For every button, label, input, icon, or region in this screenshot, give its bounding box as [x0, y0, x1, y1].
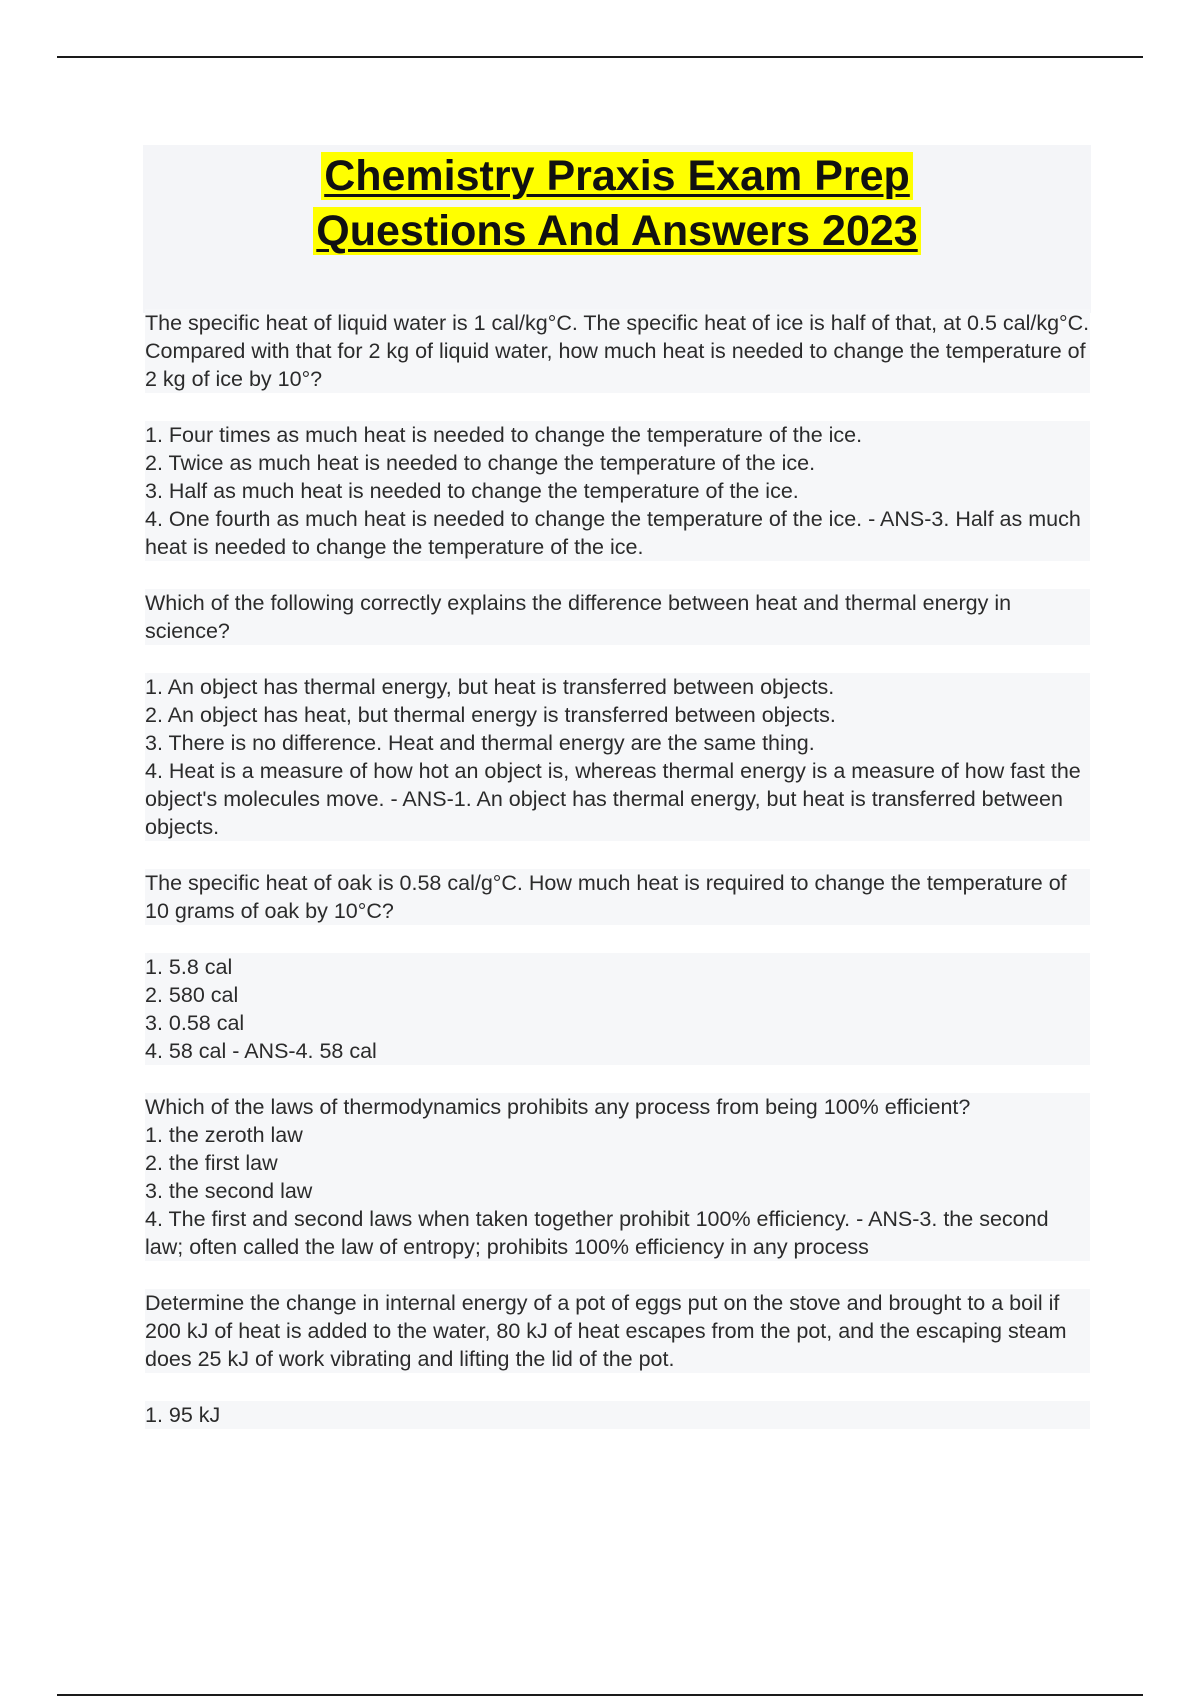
answer-option: 2. the first law — [145, 1149, 1090, 1177]
question-block — [145, 589, 1090, 841]
question-text: The specific heat of oak is 0.58 cal/g°C. How much heat is required to change the temperature of 10 grams of oak by 10°C? — [145, 869, 1090, 925]
title-line-2: Questions And Answers 2023 — [313, 207, 920, 255]
answer-option: 3. There is no difference. Heat and thermal energy are the same thing. — [145, 729, 1090, 757]
title-band — [143, 145, 1091, 313]
question-text: Determine the change in internal energy of a pot of eggs put on the stove and brought to a boil if 200 kJ of heat is added to the water, 80 kJ of heat escapes from the pot, and the escaping steam does 25 kJ of work vibrating and lifting the lid of the pot. — [145, 1289, 1090, 1373]
answer-option: 1. An object has thermal energy, but heat is transferred between objects. — [145, 673, 1090, 701]
answer-option-with-answer: 4. 58 cal - ANS-4. 58 cal — [145, 1037, 1090, 1065]
question-text: Which of the laws of thermodynamics prohibits any process from being 100% efficient? — [145, 1093, 1090, 1121]
answer-option: 2. Twice as much heat is needed to change the temperature of the ice. — [145, 449, 1090, 477]
document-body — [145, 309, 1096, 1429]
answer-option-with-answer: 4. One fourth as much heat is needed to change the temperature of the ice. - ANS-3. Half as much heat is needed to change the temperature of the ice. — [145, 505, 1090, 561]
answer-option: 3. Half as much heat is needed to change the temperature of the ice. — [145, 477, 1090, 505]
top-rule — [57, 56, 1143, 58]
answer-option: 2. An object has heat, but thermal energy is transferred between objects. — [145, 701, 1090, 729]
answer-option: 1. Four times as much heat is needed to change the temperature of the ice. — [145, 421, 1090, 449]
question-block — [145, 309, 1096, 561]
bottom-rule — [57, 1694, 1143, 1696]
answer-option: 1. 95 kJ — [145, 1401, 1090, 1429]
question-block — [145, 1093, 1090, 1261]
answer-option: 1. the zeroth law — [145, 1121, 1090, 1149]
answer-option-with-answer: 4. Heat is a measure of how hot an object is, whereas thermal energy is a measure of how fast the object's molecules move. - ANS-1. An object has thermal energy, but heat is transferred between objects. — [145, 757, 1090, 841]
page-title — [143, 149, 1091, 259]
answer-option: 1. 5.8 cal — [145, 953, 1090, 981]
question-text: The specific heat of liquid water is 1 cal/kg°C. The specific heat of ice is half of that, at 0.5 cal/kg°C. Compared with that for 2 kg of liquid water, how much heat is needed to change the temperature of 2 kg of ice by 10°? — [145, 311, 1096, 391]
question-block — [145, 869, 1090, 1065]
answer-option: 2. 580 cal — [145, 981, 1090, 1009]
question-block — [145, 1289, 1090, 1429]
answer-option: 3. 0.58 cal — [145, 1009, 1090, 1037]
title-line-1: Chemistry Praxis Exam Prep — [321, 152, 913, 200]
question-text: Which of the following correctly explains the difference between heat and thermal energy in science? — [145, 589, 1090, 645]
answer-option: 3. the second law — [145, 1177, 1090, 1205]
answer-option-with-answer: 4. The first and second laws when taken together prohibit 100% efficiency. - ANS-3. the second law; often called the law of entropy; prohibits 100% efficiency in any process — [145, 1205, 1090, 1261]
